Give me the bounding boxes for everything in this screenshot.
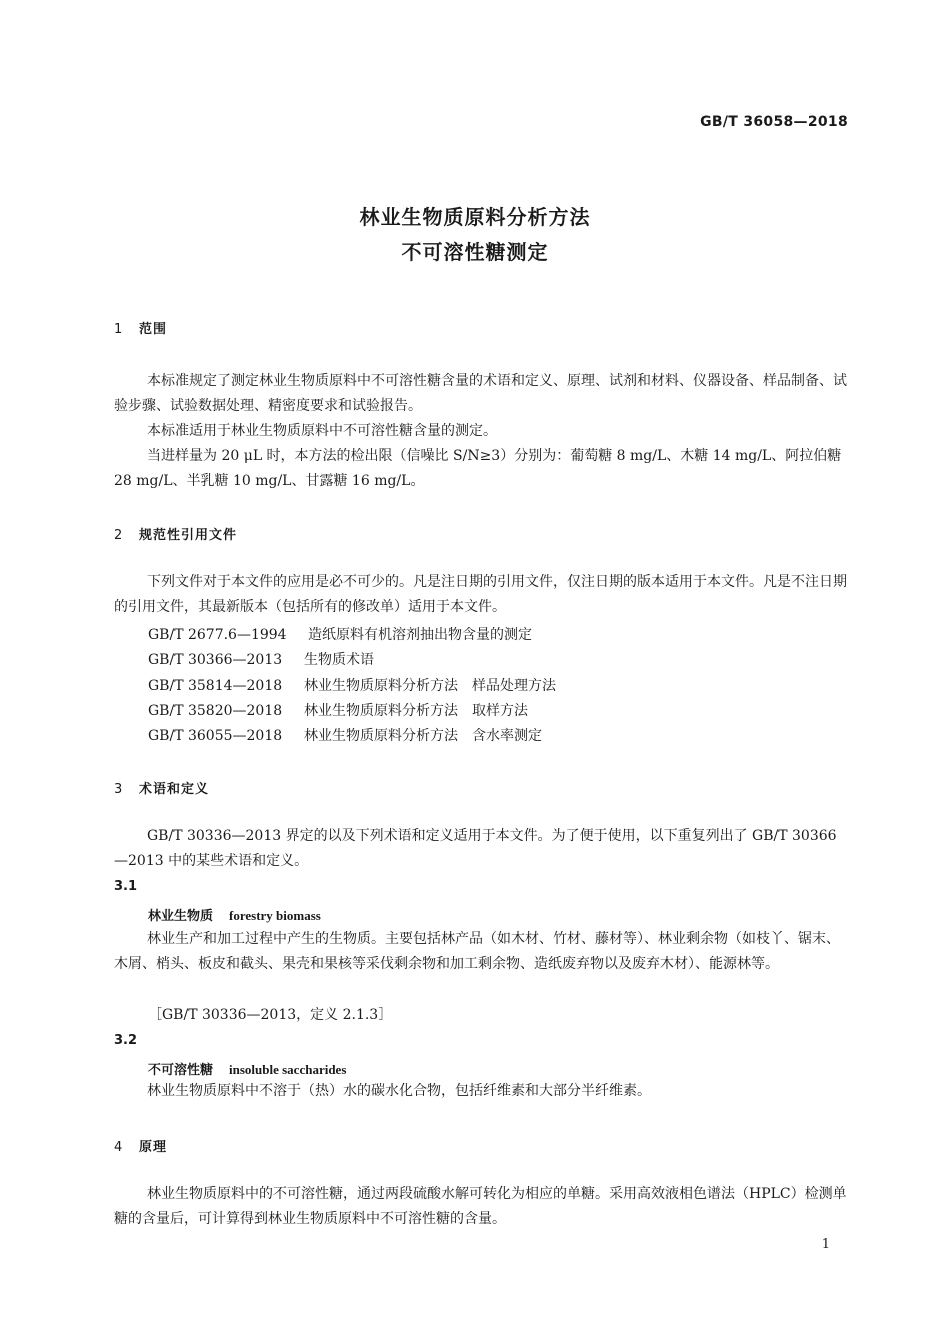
term-source: ［GB/T 30336—2013，定义 2.1.3］ <box>148 1007 393 1023</box>
section-title: 规范性引用文件 <box>139 528 238 543</box>
reference-code: GB/T 2677.6—1994 <box>148 627 287 643</box>
page-number: 1 <box>821 1237 830 1252</box>
reference-code: GB/T 36055—2018 <box>148 728 283 744</box>
normative-reference <box>148 725 542 745</box>
section-1-paragraph-1: 本标准规定了测定林业生物质原料中不可溶性糖含量的术语和定义、原理、试剂和材料、仪器设备、样品制备、试验步骤、试验数据处理、精密度要求和试验报告。 <box>114 373 847 414</box>
term-number: 3.1 <box>114 879 138 894</box>
reference-title: 造纸原料有机溶剂抽出物含量的测定 <box>308 627 532 643</box>
term-heading <box>148 905 321 924</box>
section-number: 1 <box>114 322 124 337</box>
section-title: 原理 <box>139 1140 168 1155</box>
section-3-paragraph-1: GB/T 30336—2013 界定的以及下列术语和定义适用于本文件。为了便于使用，以下重复列出了 GB/T 30366—2013 中的某些术语和定义。 <box>114 828 837 869</box>
reference-code: GB/T 35814—2018 <box>148 678 283 694</box>
reference-title: 林业生物质原料分析方法 含水率测定 <box>304 728 542 744</box>
reference-code: GB/T 35820—2018 <box>148 703 283 719</box>
section-number: 2 <box>114 528 124 543</box>
section-title: 范围 <box>139 322 168 337</box>
section-2-heading <box>114 524 237 543</box>
section-number: 3 <box>114 782 124 797</box>
term-definition: 林业生产和加工过程中产生的生物质。主要包括林产品（如木材、竹材、藤材等）、林业剩余物（如枝丫、锯末、木屑、梢头、板皮和截头、果壳和果核等采伐剩余物和加工剩余物、造纸废弃物以及废弃木材）、能源林等。 <box>114 931 840 972</box>
normative-reference <box>148 649 374 669</box>
term-chinese: 不可溶性糖 <box>148 1063 214 1078</box>
term-heading <box>148 1059 346 1078</box>
section-1-heading <box>114 318 167 337</box>
reference-code: GB/T 30366—2013 <box>148 652 283 668</box>
section-3-heading <box>114 778 209 797</box>
term-english: insoluble saccharides <box>229 1062 347 1077</box>
section-number: 4 <box>114 1140 124 1155</box>
term-number: 3.2 <box>114 1033 138 1048</box>
section-4-heading <box>114 1136 167 1155</box>
reference-title: 林业生物质原料分析方法 样品处理方法 <box>304 678 556 694</box>
document-title: 林业生物质原料分析方法 <box>359 205 591 229</box>
reference-title: 生物质术语 <box>304 652 374 668</box>
normative-reference <box>148 700 528 720</box>
section-4-paragraph-1: 林业生物质原料中的不可溶性糖，通过两段硫酸水解可转化为相应的单糖。采用高效液相色谱法（HPLC）检测单糖的含量后，可计算得到林业生物质原料中不可溶性糖的含量。 <box>114 1186 847 1227</box>
normative-reference <box>148 624 532 644</box>
term-english: forestry biomass <box>229 908 321 923</box>
term-chinese: 林业生物质 <box>148 909 214 924</box>
section-2-paragraph-1: 下列文件对于本文件的应用是必不可少的。凡是注日期的引用文件，仅注日期的版本适用于本文件。凡是不注日期的引用文件，其最新版本（包括所有的修改单）适用于本文件。 <box>114 574 847 615</box>
reference-title: 林业生物质原料分析方法 取样方法 <box>304 703 528 719</box>
document-subtitle: 不可溶性糖测定 <box>401 240 549 264</box>
normative-reference <box>148 675 556 695</box>
term-definition: 林业生物质原料中不溶于（热）水的碳水化合物，包括纤维素和大部分半纤维素。 <box>147 1083 651 1099</box>
standard-code: GB/T 36058—2018 <box>700 114 848 130</box>
section-1-paragraph-2: 本标准适用于林业生物质原料中不可溶性糖含量的测定。 <box>147 423 497 439</box>
section-title: 术语和定义 <box>139 782 210 797</box>
section-1-paragraph-3: 当进样量为 20 μL 时，本方法的检出限（信噪比 S/N≥3）分别为：葡萄糖 8 mg/L、木糖 14 mg/L、阿拉伯糖 28 mg/L、半乳糖 10 mg/L、甘露糖 16 mg/L。 <box>114 448 842 489</box>
